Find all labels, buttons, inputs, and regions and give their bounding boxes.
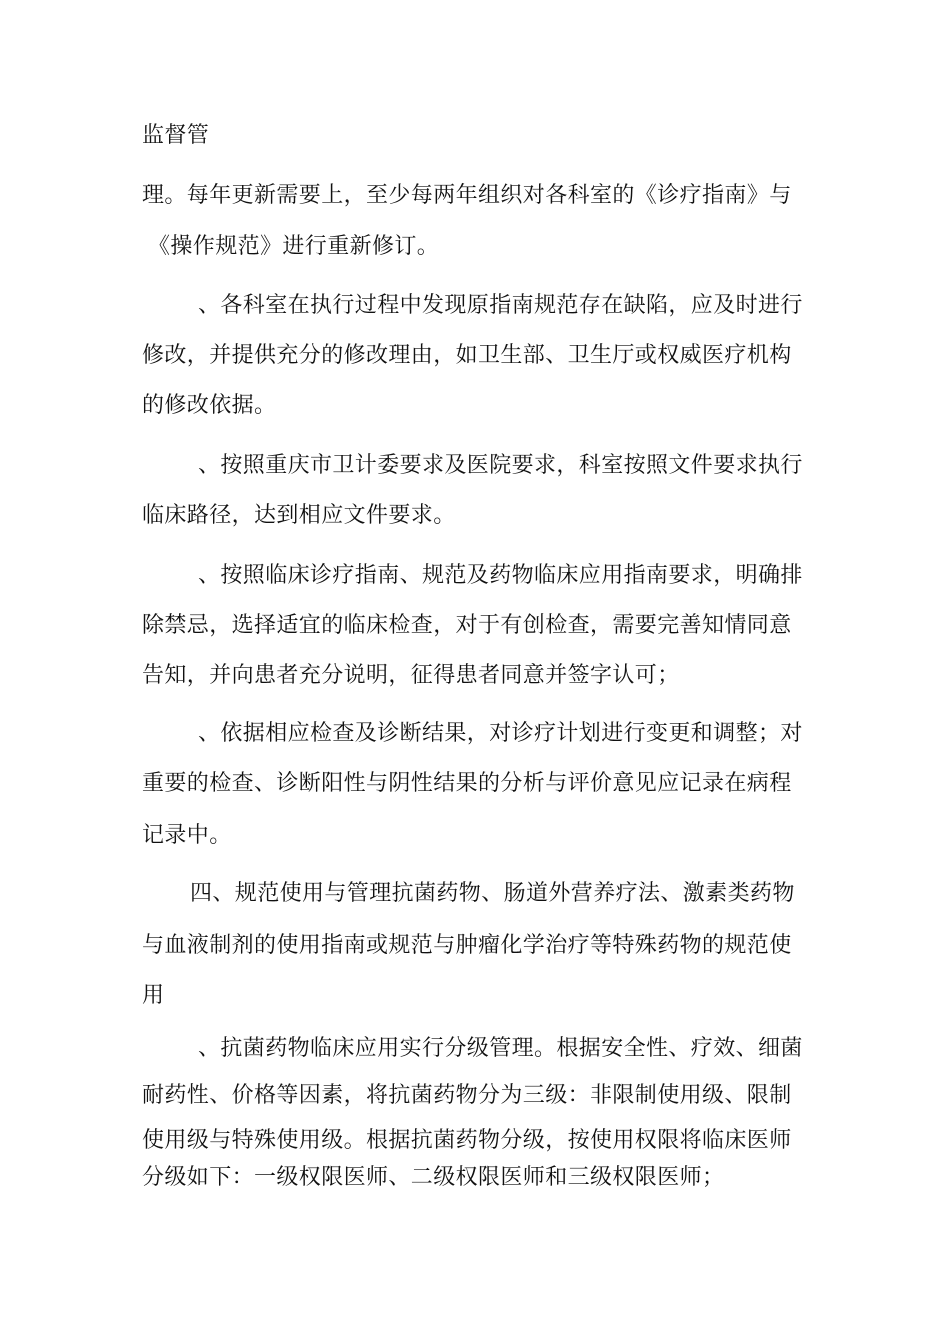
text-line: 告知，并向患者充分说明，征得患者同意并签字认可；: [142, 663, 680, 688]
text-line: 记录中。: [142, 823, 232, 848]
section-heading-line: 与血液制剂的使用指南或规范与肿瘤化学治疗等特殊药物的规范使: [142, 933, 792, 958]
text-line: 《操作规范》进行重新修订。: [148, 234, 440, 259]
text-line: 使用级与特殊使用级。根据抗菌药物分级，按使用权限将临床医师: [142, 1128, 792, 1153]
text-line: 重要的检查、诊断阳性与阴性结果的分析与评价意见应记录在病程: [142, 771, 792, 796]
section-heading-line: 用: [142, 983, 165, 1008]
text-line: 、按照临床诊疗指南、规范及药物临床应用指南要求，明确排: [198, 563, 803, 588]
text-line: 除禁忌，选择适宜的临床检查，对于有创检查，需要完善知情同意: [142, 613, 792, 638]
text-line: 耐药性、价格等因素，将抗菌药物分为三级：非限制使用级、限制: [142, 1083, 792, 1108]
text-line: 、各科室在执行过程中发现原指南规范存在缺陷，应及时进行: [198, 293, 803, 318]
text-line: 、依据相应检查及诊断结果，对诊疗计划进行变更和调整；对: [198, 721, 803, 746]
text-line: 的修改依据。: [142, 393, 277, 418]
text-line: 临床路径，达到相应文件要求。: [142, 503, 456, 528]
text-line: 修改，并提供充分的修改理由，如卫生部、卫生厅或权威医疗机构: [142, 343, 792, 368]
text-line: 理。每年更新需要上，至少每两年组织对各科室的《诊疗指南》与: [142, 183, 792, 208]
text-line: 监督管: [142, 123, 210, 148]
text-line: 分级如下：一级权限医师、二级权限医师和三级权限医师；: [142, 1165, 725, 1190]
section-heading-line: 四、规范使用与管理抗菌药物、肠道外营养疗法、激素类药物: [190, 881, 795, 906]
text-line: 、抗菌药物临床应用实行分级管理。根据安全性、疗效、细菌: [198, 1036, 803, 1061]
text-line: 、按照重庆市卫计委要求及医院要求，科室按照文件要求执行: [198, 453, 803, 478]
